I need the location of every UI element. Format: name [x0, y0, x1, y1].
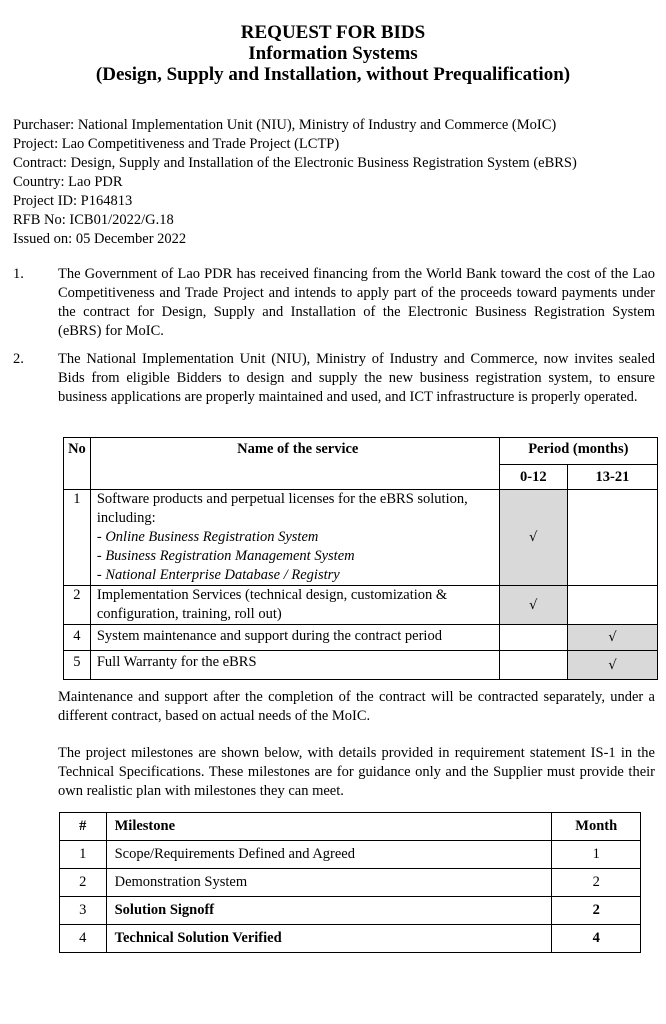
- header-period-0-12: 0-12: [499, 465, 567, 490]
- table-row: [60, 841, 641, 869]
- milestone-name: Technical Solution Verified: [106, 925, 552, 953]
- period-cell: [499, 625, 567, 651]
- bid-details: [13, 116, 577, 249]
- milestone-number: 2: [60, 869, 107, 897]
- paragraph-number: 1.: [13, 266, 24, 282]
- check-mark-icon: √: [529, 597, 538, 613]
- header-no: No: [64, 438, 91, 490]
- table-row: [64, 586, 658, 625]
- doc-title: REQUEST FOR BIDS: [240, 22, 426, 43]
- paragraph-number: 2.: [13, 351, 24, 367]
- service-name: [90, 490, 499, 586]
- milestone-number: 4: [60, 925, 107, 953]
- milestone-name: Scope/Requirements Defined and Agreed: [106, 841, 552, 869]
- check-mark-icon: √: [608, 630, 617, 645]
- table-row: [64, 625, 658, 651]
- service-item: - National Enterprise Database / Registry: [96, 567, 340, 583]
- doc-subtitle: Information Systems: [248, 43, 418, 64]
- service-name: Full Warranty for the eBRS: [90, 651, 499, 680]
- milestones-table: [59, 812, 641, 953]
- row-number: 2: [64, 586, 91, 625]
- table-row: [60, 925, 641, 953]
- rfb-number: RFB No: ICB01/2022/G.18: [13, 212, 174, 228]
- project-id: Project ID: P164813: [13, 193, 133, 209]
- header-period-13-21: 13-21: [567, 465, 657, 490]
- service-name: System maintenance and support during the contract period: [90, 625, 499, 651]
- check-mark-icon: √: [529, 530, 538, 545]
- service-description: Software products and perpetual licenses for the eBRS solution, including:: [96, 491, 468, 526]
- milestone-number: 1: [60, 841, 107, 869]
- milestone-number: 3: [60, 897, 107, 925]
- period-cell: [567, 586, 657, 625]
- service-name: Implementation Services (technical design, customization & configuration, training, roll out): [90, 586, 499, 625]
- paragraph-1: The Government of Lao PDR has received financing from the World Bank toward the cost of the Lao Competitiveness and Trade Project and intends to apply part of the proceeds toward payments under the contract for Design, Supply and Installation of the Electronic Business Registration System (eBRS) for MoIC.: [58, 266, 655, 339]
- milestone-name: Solution Signoff: [106, 897, 552, 925]
- table-row: [60, 869, 641, 897]
- milestone-month: 4: [552, 925, 641, 953]
- project: Project: Lao Competitiveness and Trade Project (LCTP): [13, 136, 340, 152]
- header-milestone: Milestone: [106, 813, 552, 841]
- header-service-name: Name of the service: [90, 438, 499, 490]
- table-row: [64, 490, 658, 586]
- period-cell: [567, 490, 657, 586]
- period-cell: [567, 651, 657, 680]
- issue-date: Issued on: 05 December 2022: [13, 231, 187, 247]
- country: Country: Lao PDR: [13, 174, 123, 190]
- maintenance-note: Maintenance and support after the completion of the contract will be contracted separately, under a different contract, based on actual needs of the MoIC.: [58, 689, 655, 724]
- period-cell: [499, 586, 567, 625]
- contract: Contract: Design, Supply and Installation of the Electronic Business Registration System (eBRS): [13, 155, 577, 171]
- paragraph-2: The National Implementation Unit (NIU), Ministry of Industry and Commerce, now invites sealed Bids from eligible Bidders to design and supply the new business registration system, to ensure business applications are properly maintained and used, and ICT infrastructure is properly operated.: [58, 351, 655, 405]
- period-cell: [499, 651, 567, 680]
- header-number: #: [60, 813, 107, 841]
- header-period: Period (months): [499, 438, 657, 465]
- table-row: [64, 651, 658, 680]
- milestone-intro: The project milestones are shown below, with details provided in requirement statement IS-1 in the Technical Specifications. These milestones are for guidance only and the Supplier must provide their own realistic plan with milestones they can meet.: [58, 745, 655, 799]
- milestone-month: 2: [552, 897, 641, 925]
- check-mark-icon: √: [608, 657, 617, 673]
- milestone-month: 2: [552, 869, 641, 897]
- row-number: 4: [64, 625, 91, 651]
- period-cell: [499, 490, 567, 586]
- milestone-name: Demonstration System: [106, 869, 552, 897]
- row-number: 5: [64, 651, 91, 680]
- service-item: - Business Registration Management System: [96, 548, 355, 564]
- purchaser: Purchaser: National Implementation Unit (NIU), Ministry of Industry and Commerce (MoIC): [13, 117, 557, 133]
- row-number: 1: [64, 490, 91, 586]
- doc-subtitle-2: (Design, Supply and Installation, without Prequalification): [95, 64, 571, 85]
- milestone-month: 1: [552, 841, 641, 869]
- service-item: - Online Business Registration System: [96, 529, 319, 545]
- services-table: [63, 437, 658, 680]
- period-cell: [567, 625, 657, 651]
- header-month: Month: [552, 813, 641, 841]
- table-row: [60, 897, 641, 925]
